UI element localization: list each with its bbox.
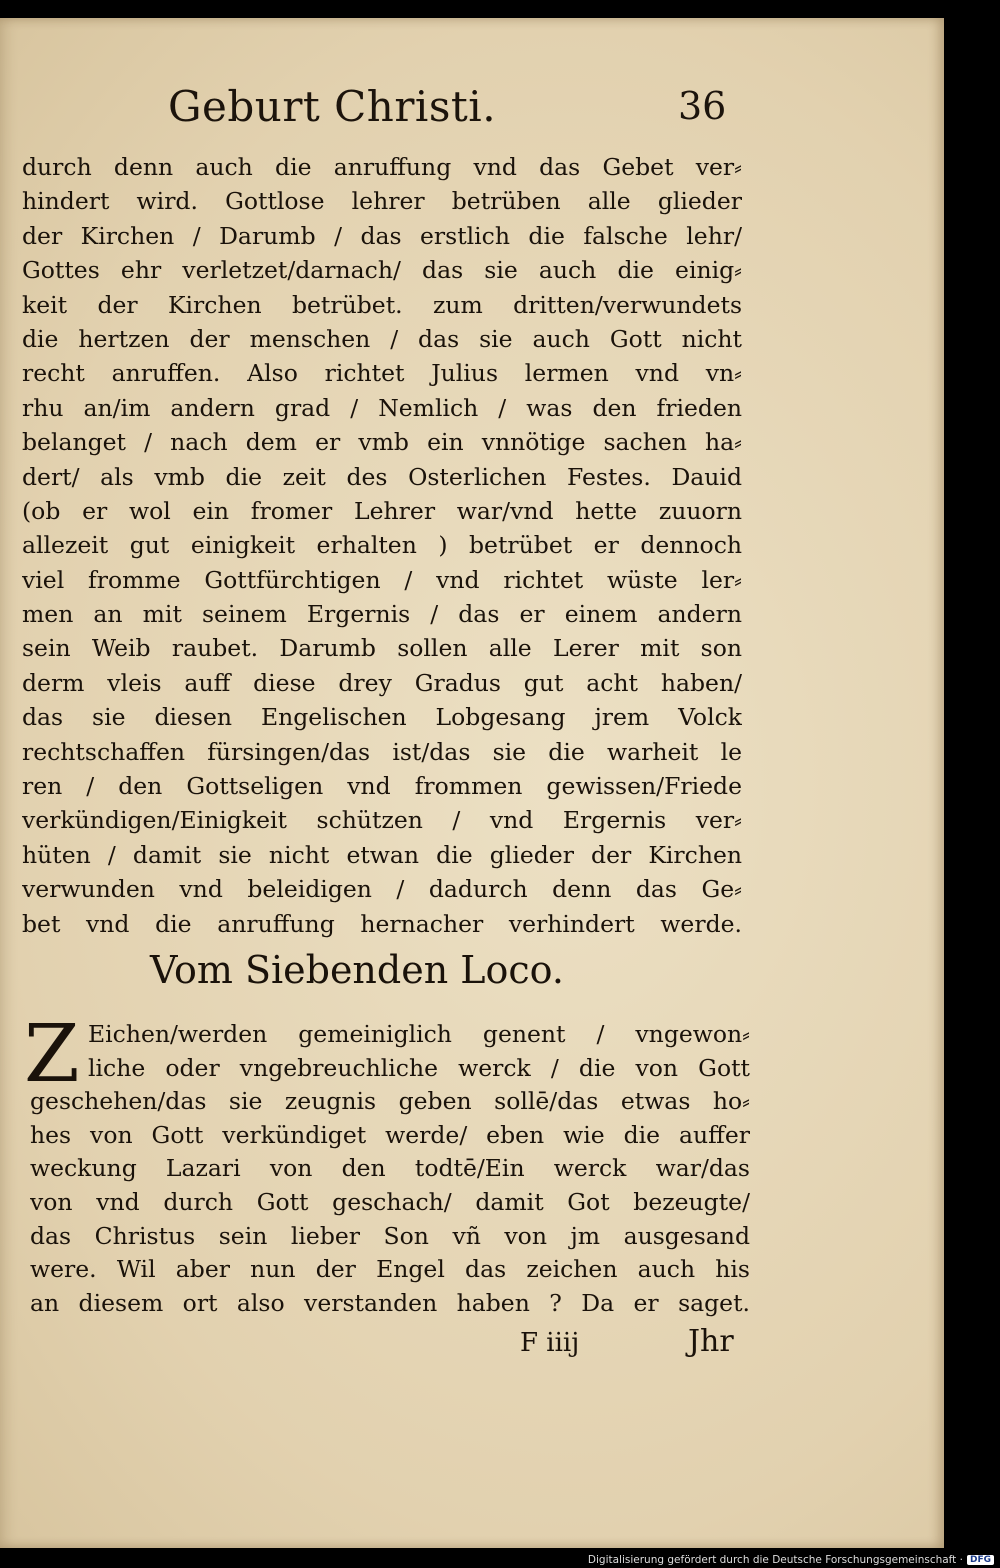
- section-heading: Vom Siebenden Loco.: [150, 948, 564, 992]
- text-line: ren / den Gottseligen vnd frommen gewissen/Friede: [22, 772, 742, 801]
- digitization-credit: [588, 1554, 994, 1566]
- text-line: weckung Lazari von den todtē/Ein werck war/das: [30, 1154, 750, 1183]
- text-line: bet vnd die anruffung hernacher verhindert werde.: [22, 909, 742, 938]
- text-line: Eichen/werden gemeiniglich genent / vngewon⸗: [88, 1020, 750, 1048]
- catchword: Jhr: [688, 1324, 734, 1359]
- text-line: das Christus sein lieber Son vñ von jm ausgesand: [30, 1221, 750, 1250]
- text-line: rechtschaffen fürsingen/das ist/das sie die warheit le: [22, 737, 742, 766]
- text-line: geschehen/das sie zeugnis geben sollē/das etwas ho⸗: [30, 1087, 750, 1116]
- text-line: were. Wil aber nun der Engel das zeichen auch his: [30, 1255, 750, 1284]
- signature-mark: F iiij: [520, 1328, 580, 1358]
- text-line: hindert wird. Gottlose lehrer betrüben alle glieder: [22, 187, 742, 216]
- text-line: recht anruffen. Also richtet Julius lermen vnd vn⸗: [22, 359, 742, 388]
- text-line: der Kirchen / Darumb / das erstlich die falsche lehr/: [22, 221, 742, 250]
- credit-text: Digitalisierung gefördert durch die Deutsche Forschungsgemeinschaft ·: [587, 1554, 963, 1566]
- text-line: derm vleis auff diese drey Gradus gut acht haben/: [22, 668, 742, 697]
- text-line: keit der Kirchen betrübet. zum dritten/verwundets: [22, 290, 742, 319]
- running-title: Geburt Christi.: [168, 82, 497, 131]
- text-line: viel fromme Gottfürchtigen / vnd richtet wüste ler⸗: [22, 565, 742, 594]
- text-line: men an mit seinem Ergernis / das er einem andern: [22, 600, 742, 629]
- text-line: die hertzen der menschen / das sie auch Gott nicht: [22, 324, 742, 353]
- text-line: allezeit gut einigkeit erhalten ) betrübet er dennoch: [22, 531, 742, 560]
- main-text-block: [22, 150, 742, 941]
- text-line: hes von Gott verkündiget werde/ eben wie die auffer: [30, 1120, 750, 1149]
- text-line: das sie diesen Engelischen Lobgesang jrem Volck: [22, 703, 742, 732]
- text-line: belanget / nach dem er vmb ein vnnötige sachen ha⸗: [22, 428, 742, 457]
- text-line: Gottes ehr verletzet/darnach/ das sie auch die einig⸗: [22, 256, 742, 285]
- folio-number: 36: [678, 84, 727, 128]
- text-line: dert/ als vmb die zeit des Osterlichen Festes. Dauid: [22, 462, 742, 491]
- text-line: an diesem ort also verstanden haben ? Da er saget.: [30, 1288, 750, 1317]
- text-line: von vnd durch Gott geschach/ damit Got bezeugte/: [30, 1187, 750, 1216]
- text-line: verkündigen/Einigkeit schützen / vnd Ergernis ver⸗: [22, 806, 742, 835]
- dfg-logo: DFG: [967, 1555, 994, 1565]
- text-line: sein Weib raubet. Darumb sollen alle Lerer mit son: [22, 634, 742, 663]
- section-text-block: [24, 1007, 750, 1320]
- text-line: verwunden vnd beleidigen / dadurch denn das Ge⸗: [22, 875, 742, 904]
- text-line: hüten / damit sie nicht etwan die glieder der Kirchen: [22, 840, 742, 869]
- text-line: (ob er wol ein fromer Lehrer war/vnd hette zuuorn: [22, 496, 742, 525]
- text-line: durch denn auch die anruffung vnd das Gebet ver⸗: [22, 153, 742, 181]
- text-line: liche oder vngebreuchliche werck / die von Gott: [88, 1053, 750, 1082]
- drop-capital: Z: [24, 1007, 80, 1100]
- text-line: rhu an/im andern grad / Nemlich / was den frieden: [22, 393, 742, 422]
- book-page: [0, 18, 944, 1548]
